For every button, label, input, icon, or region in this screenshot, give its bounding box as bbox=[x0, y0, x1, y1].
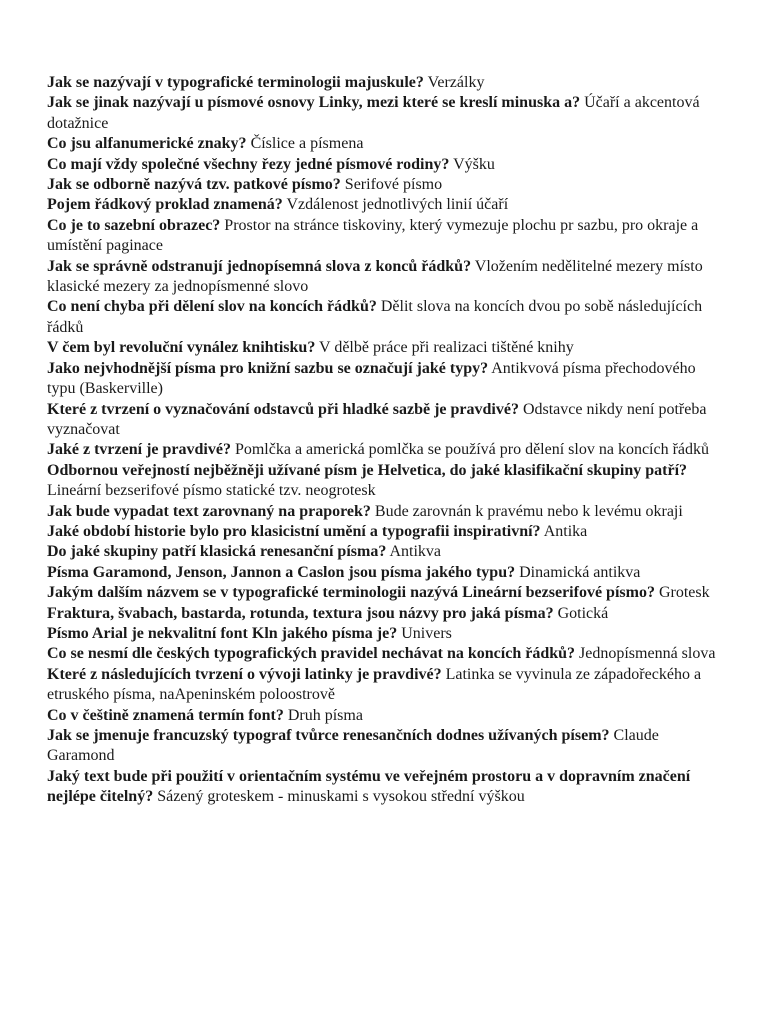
answer: Verzálky bbox=[427, 74, 485, 91]
qa-item-25 bbox=[47, 726, 722, 767]
question: Odbornou veřejností nejběžněji užívané písm je Helvetica, do jaké klasifikační skupiny patří? bbox=[47, 461, 688, 479]
qa-item-3 bbox=[47, 134, 722, 154]
question: Jak se nazývají v typografické terminologii majuskule? bbox=[47, 74, 424, 91]
answer: Jednopísmenná slova bbox=[579, 645, 716, 663]
question: Jak se jmenuje francuzský typograf tvůrce renesančních dodnes užívaných písem? bbox=[47, 727, 610, 744]
qa-item-5 bbox=[47, 175, 722, 195]
qa-item-16 bbox=[47, 522, 722, 542]
answer: Účaří a akcentová dotažnice bbox=[47, 94, 700, 132]
question: Jak bude vypadat text zarovnaný na praporek? bbox=[47, 502, 371, 520]
question: Co se nesmí dle českých typografických pravidel nechávat na koncích řádků? bbox=[47, 645, 576, 663]
question: Co není chyba při dělení slov na koncích řádků? bbox=[47, 298, 377, 316]
qa-item-14 bbox=[47, 461, 722, 502]
qa-item-6 bbox=[47, 195, 722, 215]
answer: Serifové písmo bbox=[344, 176, 443, 194]
question: Co je to sazební obrazec? bbox=[47, 216, 221, 234]
qa-item-21 bbox=[47, 624, 722, 644]
answer: Druh písma bbox=[287, 706, 363, 724]
answer: Dinamická antikva bbox=[519, 563, 641, 581]
qa-item-9 bbox=[47, 297, 722, 338]
answer: Grotesk bbox=[658, 584, 710, 602]
qa-item-2 bbox=[47, 93, 722, 134]
question: Jak se odborně nazývá tzv. patkové písmo? bbox=[47, 176, 341, 194]
qa-item-10 bbox=[47, 338, 722, 358]
qa-item-11 bbox=[47, 359, 722, 400]
answer: Bude zarovnán k pravému nebo k levému okraji bbox=[374, 502, 683, 520]
qa-item-1 bbox=[47, 73, 722, 93]
question: Jaké z tvrzení je pravdivé? bbox=[47, 441, 231, 459]
qa-item-12 bbox=[47, 400, 722, 441]
question: V čem byl revoluční vynález knihtisku? bbox=[47, 339, 316, 357]
question: Jak se správně odstranují jednopísemná slova z konců řádků? bbox=[47, 257, 472, 275]
answer: Antika bbox=[543, 522, 588, 540]
qa-item-13 bbox=[47, 440, 722, 460]
question: Jako nejvhodnější písma pro knižní sazbu se označují jaké typy? bbox=[47, 359, 489, 377]
qa-item-22 bbox=[47, 644, 722, 664]
answer: Latinka se vyvinula ze západořeckého a etruského písma, naApeninském poloostrově bbox=[47, 665, 702, 704]
question: Jakým dalším názvem se v typografické terminologii nazývá Lineární bezserifové písmo? bbox=[47, 584, 655, 602]
answer: Univers bbox=[401, 624, 452, 642]
question: Co jsu alfanumerické znaky? bbox=[47, 135, 247, 153]
answer: Lineární bezserifové písmo statické tzv. neogrotesk bbox=[47, 482, 376, 500]
answer: Sázený groteskem - minuskami s vysokou střední výškou bbox=[157, 788, 525, 806]
answer: Odstavce nikdy není potřeba vyznačovat bbox=[47, 400, 707, 438]
quiz-document bbox=[47, 73, 722, 808]
question: Co mají vždy společné všechny řezy jedné písmové rodiny? bbox=[47, 155, 450, 173]
qa-item-17 bbox=[47, 542, 722, 562]
qa-item-8 bbox=[47, 257, 722, 298]
answer: Vzdálenost jednotlivých linií účaří bbox=[286, 196, 509, 214]
qa-item-18 bbox=[47, 563, 722, 583]
answer: Vložením nedělitelné mezery místo klasické mezery za jednopísmenné slovo bbox=[47, 257, 703, 296]
qa-item-7 bbox=[47, 216, 722, 257]
question: Jak se jinak nazývají u písmové osnovy Linky, mezi které se kreslí minuska a? bbox=[47, 94, 581, 112]
answer: Prostor na stránce tiskoviny, který vymezuje plochu pr sazbu, pro okraje a umístění paginace bbox=[47, 216, 699, 255]
answer: Výšku bbox=[453, 155, 495, 173]
answer: Claude Garamond bbox=[47, 727, 659, 765]
qa-item-26 bbox=[47, 767, 722, 808]
question: Které z následujících tvrzení o vývoji latinky je pravdivé? bbox=[47, 665, 442, 683]
question: Co v češtině znamená termín font? bbox=[47, 706, 284, 724]
answer: Dělit slova na koncích dvou po sobě následujících řádků bbox=[47, 298, 703, 336]
answer: Gotická bbox=[557, 604, 609, 622]
answer: V dělbě práce při realizaci tištěné knihy bbox=[319, 339, 574, 357]
answer: Antikva bbox=[389, 543, 441, 561]
qa-item-19 bbox=[47, 583, 722, 603]
question: Písmo Arial je nekvalitní font Kln jakého písma je? bbox=[47, 624, 398, 642]
answer: Pomlčka a americká pomlčka se používá pro dělení slov na koncích řádků bbox=[234, 441, 710, 459]
question: Jaké období historie bylo pro klasicistní umění a typografii inspirativní? bbox=[47, 522, 541, 540]
qa-item-24 bbox=[47, 706, 722, 726]
question: Písma Garamond, Jenson, Jannon a Caslon jsou písma jakého typu? bbox=[47, 563, 516, 581]
qa-item-15 bbox=[47, 502, 722, 522]
question: Fraktura, švabach, bastarda, rotunda, textura jsou názvy pro jaká písma? bbox=[47, 604, 554, 622]
question: Pojem řádkový proklad znamená? bbox=[47, 196, 283, 214]
question: Které z tvrzení o vyznačování odstavců při hladké sazbě je pravdivé? bbox=[47, 400, 519, 418]
question: Jaký text bude při použití v orientačním systému ve veřejném prostoru a v dopravním značení nejlépe čitelný? bbox=[47, 767, 691, 806]
answer: Číslice a písmena bbox=[250, 135, 364, 153]
answer: Antikvová písma přechodového typu (Baskerville) bbox=[47, 359, 696, 398]
question: Do jaké skupiny patří klasická renesanční písma? bbox=[47, 543, 387, 561]
qa-item-23 bbox=[47, 665, 722, 706]
qa-item-20 bbox=[47, 604, 722, 624]
qa-item-4 bbox=[47, 155, 722, 175]
